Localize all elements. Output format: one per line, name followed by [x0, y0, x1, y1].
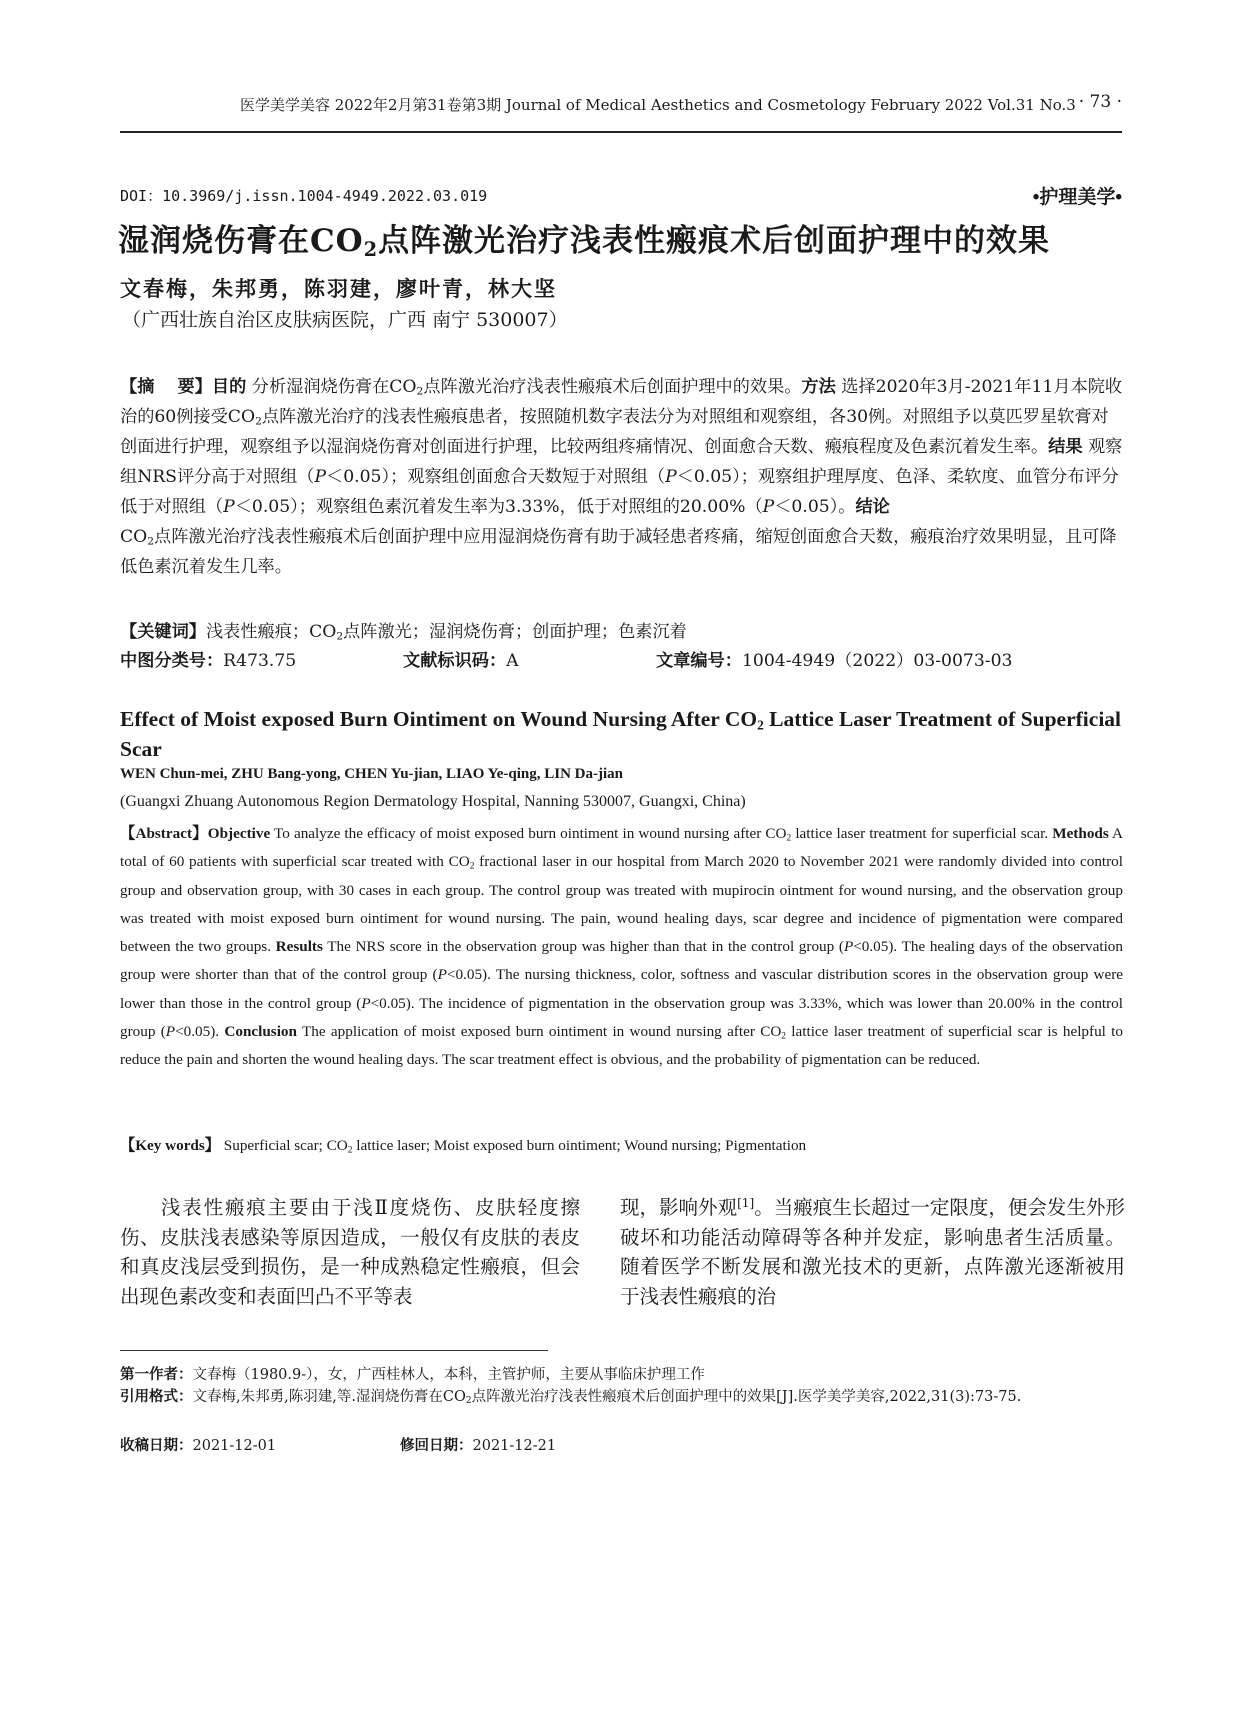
clc-number: 中图分类号：R473.75 [120, 651, 297, 671]
abstract-en: 【Abstract】Objective To analyze the efficacy of moist exposed burn ointiment in wound nursing after $CO_2$ lattice laser treatment for superficial scar. Methods A total of 60 patients with superficial scar treated with $CO_2$ fractional laser in our hospital from March 2020 to November 2021 were randomly divided into control group and observation group, with 30 cases in each group. The control group was treated with mupirocin ointment for wound nursing, and the observation group was treated with moist exposed burn ointiment for wound nursing. The pain, wound healing days, scar degree and incidence of pigmentation were compared between the two groups. Results The NRS score in the observation group was higher than that in the control group (P<0.05). The healing days of the observation group were shorter than that of the control group (P<0.05). The nursing thickness, color, softness and vascular distribution scores in the observation group were lower than those in the control group (P<0.05). The incidence of pigmentation in the observation group was 3.33%, which was lower than 20.00% in the control group (P<0.05). Conclusion The application of moist exposed burn ointiment in wound nursing after $CO_2$ lattice laser treatment of superficial scar is helpful to reduce the pain and shorten the wound healing days. The scar treatment effect is obvious, and the probability of pigmentation can be reduced. [120, 825, 1124, 1069]
authors-cn: 文春梅，朱邦勇，陈羽建，廖叶青，林大坚 [120, 276, 557, 301]
document-code: 文献标识码：A [403, 651, 519, 671]
authors-en: WEN Chun-mei, ZHU Bang-yong, CHEN Yu-jian, LIAO Ye-qing, LIN Da-jian [120, 766, 623, 782]
article-number: 文章编号：1004-4949（2022）03-0073-03 [656, 651, 1013, 671]
keywords-en: 【Key words】 Superficial scar; $CO_2$ lattice laser; Moist exposed burn ointiment; Wound nursing; Pigmentation [120, 1137, 807, 1156]
body-column-right: 现，影响外观[1]。当瘢痕生长超过一定限度，便会发生外形破坏和功能活动障碍等各种并发症，影响患者生活质量。随着医学不断发展和激光技术的更新，点阵激光逐渐被用于浅表性瘢痕的治 [620, 1195, 1125, 1308]
affiliation-cn: （广西壮族自治区皮肤病医院，广西 南宁 530007） [122, 309, 568, 331]
title-cn: 湿润烧伤膏在$CO_2$点阵激光治疗浅表性瘢痕术后创面护理中的效果 [118, 223, 1051, 261]
footnote-first-author: 第一作者：文春梅（1980.9-），女，广西桂林人，本科，主管护师，主要从事临床护理工作 [120, 1366, 705, 1383]
header-rule [120, 131, 1122, 133]
footnotes [120, 1364, 1123, 1408]
keywords-cn: 【关键词】浅表性瘢痕；$CO_2$点阵激光；湿润烧伤膏；创面护理；色素沉着 [120, 622, 687, 643]
running-header: 医学美学美容 2022年2月第31卷第3期 Journal of Medical Aesthetics and Cosmetology February 2022 Vol.31 No.3 [240, 96, 1076, 114]
affiliation-en: (Guangxi Zhuang Autonomous Region Dermatology Hospital, Nanning 530007, Guangxi, China) [120, 793, 746, 810]
footnote-citation: 引用格式：文春梅,朱邦勇,陈羽建,等.湿润烧伤膏在$CO_2$点阵激光治疗浅表性瘢痕术后创面护理中的效果[J].医学美学美容,2022,31(3):73-75. [120, 1388, 1022, 1407]
citation-ref[interactable]: [1] [737, 1195, 755, 1210]
doi[interactable]: DOI：10.3969/j.issn.1004-4949.2022.03.019 [120, 187, 488, 205]
revised-date: 修回日期：2021-12-21 [400, 1437, 557, 1454]
body-column-left: 浅表性瘢痕主要由于浅Ⅱ度烧伤、皮肤轻度擦伤、皮肤浅表感染等原因造成，一般仅有皮肤的表皮和真皮浅层受到损伤，是一种成熟稳定性瘢痕，但会出现色素改变和表面凹凸不平等表 [120, 1196, 580, 1308]
page-number: · 73 · [1078, 92, 1122, 112]
title-en: Effect of Moist exposed Burn Ointiment on Wound Nursing After $CO_2$ Lattice Laser Treatment of Superficial Scar [120, 707, 1122, 761]
section-label: •护理美学• [1032, 187, 1122, 208]
received-date: 收稿日期：2021-12-01 [120, 1437, 277, 1454]
classification-row [120, 646, 1123, 674]
abstract-cn: 【摘 要】目的 分析湿润烧伤膏在$CO_2$点阵激光治疗浅表性瘢痕术后创面护理中的效果。方法 选择2020年3月-2021年11月本院收治的60例接受$CO_2$点阵激光治疗的浅表性瘢痕患者，按照随机数字表法分为对照组和观察组，各30例。对照组予以莫匹罗星软膏对创面进行护理，观察组予以湿润烧伤膏对创面进行护理，比较两组疼痛情况、创面愈合天数、瘢痕程度及色素沉着发生率。结果 观察组NRS评分高于对照组（P＜0.05）；观察组创面愈合天数短于对照组（P＜0.05）；观察组护理厚度、色泽、柔软度、血管分布评分低于对照组（P＜0.05）；观察组色素沉着发生率为3.33%，低于对照组的20.00%（P＜0.05）。结论 $CO_2$点阵激光治疗浅表性瘢痕术后创面护理中应用湿润烧伤膏有助于减轻患者疼痛，缩短创面愈合天数，瘢痕治疗效果明显，且可降低色素沉着发生几率。 [120, 377, 1123, 577]
abstract-cn-label: 【摘 要】 [120, 377, 212, 397]
footnote-rule [120, 1350, 548, 1351]
